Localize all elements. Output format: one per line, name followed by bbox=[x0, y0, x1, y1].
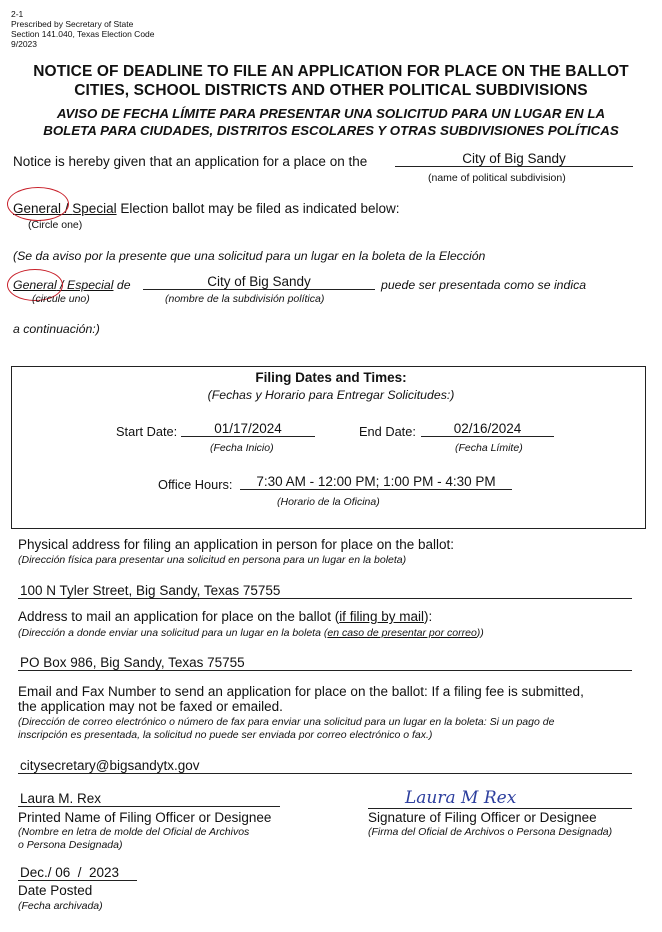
date-posted-field bbox=[18, 865, 137, 881]
email-label-es-1: (Dirección de correo electrónico o número de fax para enviar una solicitud para un lugar en la boleta: Si un pago de bbox=[18, 716, 555, 728]
office-hours-label: Office Hours: bbox=[158, 477, 233, 492]
physical-address-label-es: (Dirección física para presentar una solicitud en persona para un lugar en la boleta) bbox=[18, 554, 407, 566]
handwritten-signature: Laura M Rex bbox=[405, 788, 517, 808]
physical-address-value: 100 N Tyler Street, Big Sandy, Texas 75755 bbox=[20, 583, 281, 598]
subdivision-es-field: City of Big Sandy bbox=[143, 274, 375, 290]
officer-name-es-1: (Nombre en letra de molde del Oficial de Archivos bbox=[18, 826, 250, 838]
title-line-1: NOTICE OF DEADLINE TO FILE AN APPLICATION FOR PLACE ON THE BALLOT bbox=[33, 63, 629, 80]
subdivision-field: City of Big Sandy bbox=[395, 151, 633, 167]
especial-option: Especial bbox=[67, 278, 114, 292]
filing-heading: Filing Dates and Times: bbox=[255, 370, 407, 385]
email-field bbox=[18, 758, 632, 774]
mail-address-field bbox=[18, 655, 632, 671]
mail-label-es-start: (Dirección a donde enviar una solicitud para un lugar en la boleta ( bbox=[18, 627, 328, 639]
signature-label: Signature of Filing Officer or Designee bbox=[368, 810, 597, 825]
physical-address-label: Physical address for filing an application in person for place on the ballot: bbox=[18, 537, 455, 552]
es-rest-text: puede ser presentada como se indica bbox=[381, 278, 587, 292]
mail-label-underlined: if filing by mail bbox=[339, 609, 424, 624]
ballot-text: Election ballot may be filed as indicated below: bbox=[120, 201, 400, 216]
mail-address-label-es bbox=[18, 627, 484, 639]
officer-name-label: Printed Name of Filing Officer or Designee bbox=[18, 810, 272, 825]
start-date-es: (Fecha Inicio) bbox=[210, 442, 274, 454]
subdivision-caption: (name of political subdivision) bbox=[428, 172, 566, 184]
subdivision-es-caption: (nombre de la subdivisión política) bbox=[165, 293, 325, 305]
email-label-es-2: inscripción es presentada, la solicitud no puede ser enviada por correo electrónico o fax.) bbox=[18, 729, 433, 741]
office-hours-field: 7:30 AM - 12:00 PM; 1:00 PM - 4:30 PM bbox=[240, 474, 512, 490]
start-date-label: Start Date: bbox=[116, 424, 178, 439]
es-end-text: a continuación:) bbox=[13, 322, 100, 336]
end-date-es: (Fecha Límite) bbox=[455, 442, 523, 454]
title-line-2: CITIES, SCHOOL DISTRICTS AND OTHER POLITICAL SUBDIVISIONS bbox=[74, 82, 588, 99]
mail-label-es-end: )) bbox=[476, 627, 484, 639]
mail-label-es-underlined: en caso de presentar por correo bbox=[327, 627, 477, 639]
filing-heading-es: (Fechas y Horario para Entregar Solicitudes:) bbox=[207, 388, 455, 402]
de-text: de bbox=[116, 278, 131, 292]
officer-name-value: Laura M. Rex bbox=[20, 791, 102, 806]
signature-label-es: (Firma del Oficial de Archivos o Persona Designada) bbox=[368, 826, 613, 838]
date-posted-value: Dec./ 06 / 2023 bbox=[20, 865, 120, 880]
mail-address-label bbox=[18, 609, 432, 624]
start-date-field: 01/17/2024 bbox=[181, 421, 315, 437]
slash-separator: / bbox=[61, 201, 73, 216]
end-date-field: 02/16/2024 bbox=[421, 421, 554, 437]
title-es-line-2: BOLETA PARA CIUDADES, DISTRITOS ESCOLARES Y OTRAS SUBDIVISIONES POLÍTICAS bbox=[43, 123, 619, 138]
physical-address-field bbox=[18, 583, 632, 599]
mail-label-start: Address to mail an application for place on the ballot ( bbox=[18, 609, 340, 624]
date-posted-es: (Fecha archivada) bbox=[18, 900, 103, 912]
end-date-label: End Date: bbox=[359, 424, 416, 439]
form-number: 2-1 bbox=[11, 9, 24, 19]
title-es-line-1: AVISO DE FECHA LÍMITE PARA PRESENTAR UNA SOLICITUD PARA UN LUGAR EN LA bbox=[56, 106, 606, 121]
slash-es-separator: / bbox=[56, 278, 67, 292]
date-posted-label: Date Posted bbox=[18, 883, 93, 898]
code-section: Section 141.040, Texas Election Code bbox=[11, 29, 155, 39]
special-option: Special bbox=[72, 201, 117, 216]
general-special-line bbox=[13, 201, 400, 216]
office-hours-es: (Horario de la Oficina) bbox=[277, 496, 380, 508]
circle-mark-general bbox=[7, 187, 69, 221]
notice-text: Notice is hereby given that an application for a place on the bbox=[13, 154, 368, 169]
email-value: citysecretary@bigsandytx.gov bbox=[20, 758, 200, 773]
circle-one-caption: (Circle one) bbox=[28, 219, 83, 231]
email-label-1: Email and Fax Number to send an application for place on the ballot: If a filing fee is submitted, bbox=[18, 684, 584, 699]
notice-es-text: (Se da aviso por la presente que una solicitud para un lugar en la boleta de la Elección bbox=[13, 249, 486, 263]
signature-line bbox=[368, 808, 632, 809]
circle-es-caption: (circule uno) bbox=[32, 293, 90, 305]
general-es-option: General bbox=[13, 278, 57, 292]
mail-address-value: PO Box 986, Big Sandy, Texas 75755 bbox=[20, 655, 245, 670]
mail-label-end: ): bbox=[423, 609, 433, 624]
form-date: 9/2023 bbox=[11, 39, 37, 49]
officer-name-es-2: o Persona Designada) bbox=[18, 839, 123, 851]
email-label-2: the application may not be faxed or emailed. bbox=[18, 699, 283, 714]
officer-name-field bbox=[18, 791, 280, 807]
general-option: General bbox=[13, 201, 62, 216]
prescribed-by: Prescribed by Secretary of State bbox=[11, 19, 134, 29]
